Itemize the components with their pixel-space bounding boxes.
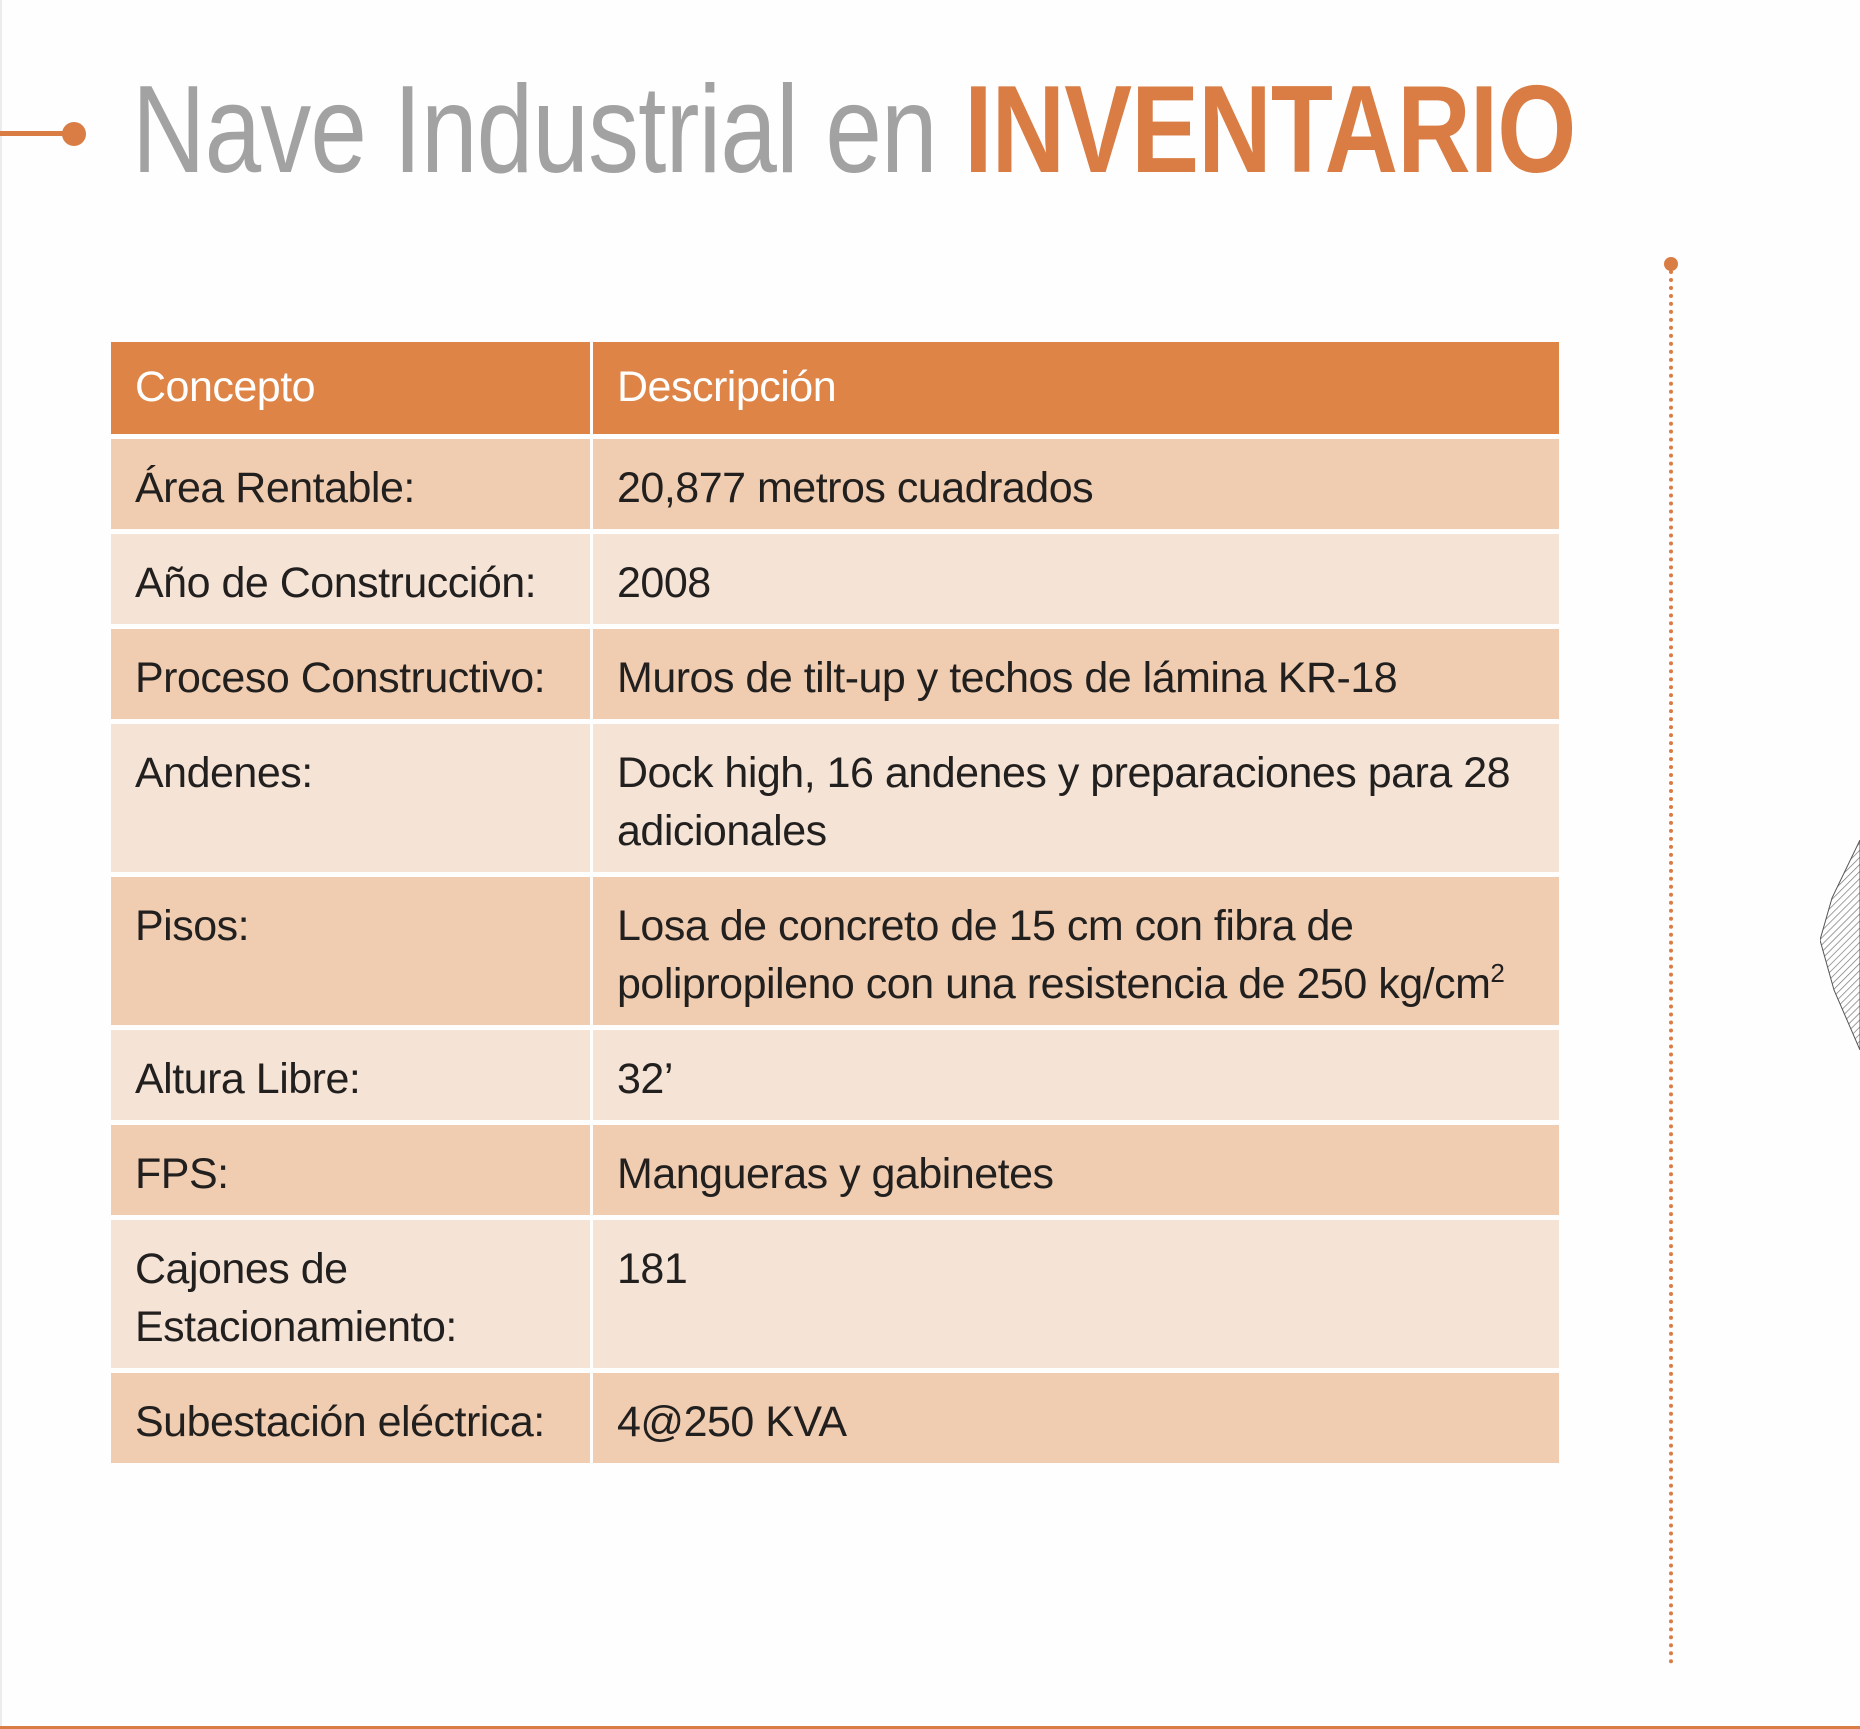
concept-cell: Pisos: xyxy=(111,877,590,1025)
dotted-vertical-line xyxy=(1669,270,1673,1665)
table-row xyxy=(111,724,1559,872)
concept-cell: Cajones de Estacionamiento: xyxy=(111,1220,590,1368)
concept-cell: FPS: xyxy=(111,1125,590,1215)
specifications-table xyxy=(108,337,1562,1468)
table-row xyxy=(111,1373,1559,1463)
header-description: Descripción xyxy=(593,342,1559,434)
description-cell xyxy=(593,877,1559,1025)
page-title xyxy=(132,60,1576,200)
concept-cell: Subestación eléctrica: xyxy=(111,1373,590,1463)
title-accent-dot xyxy=(62,122,86,146)
description-text: Losa de concreto de 15 cm con fibra de polipropileno con una resistencia de 250 kg/cm xyxy=(617,902,1491,1008)
left-border xyxy=(0,0,2,1729)
table-header-row xyxy=(111,342,1559,434)
description-cell: 181 xyxy=(593,1220,1559,1368)
description-cell: 20,877 metros cuadrados xyxy=(593,439,1559,529)
concept-cell: Altura Libre: xyxy=(111,1030,590,1120)
table-row xyxy=(111,534,1559,624)
table-row xyxy=(111,1220,1559,1368)
concept-cell: Andenes: xyxy=(111,724,590,872)
description-cell: Mangueras y gabinetes xyxy=(593,1125,1559,1215)
dotted-line-head xyxy=(1664,257,1678,271)
description-cell: Dock high, 16 andenes y preparaciones para 28 adicionales xyxy=(593,724,1559,872)
description-cell: 2008 xyxy=(593,534,1559,624)
title-light-text: Nave Industrial en xyxy=(132,61,937,199)
concept-cell: Año de Construcción: xyxy=(111,534,590,624)
concept-cell: Proceso Constructivo: xyxy=(111,629,590,719)
table-row xyxy=(111,1030,1559,1120)
title-bold-text: INVENTARIO xyxy=(964,61,1576,199)
header-concept: Concepto xyxy=(111,342,590,434)
description-cell: Muros de tilt-up y techos de lámina KR-18 xyxy=(593,629,1559,719)
description-cell: 32’ xyxy=(593,1030,1559,1120)
table-row xyxy=(111,629,1559,719)
concept-cell: Área Rentable: xyxy=(111,439,590,529)
description-cell: 4@250 KVA xyxy=(593,1373,1559,1463)
superscript: 2 xyxy=(1490,958,1505,988)
table-row xyxy=(111,877,1559,1025)
table-row xyxy=(111,1125,1559,1215)
table-row xyxy=(111,439,1559,529)
hatched-shape-decoration xyxy=(1820,840,1860,1050)
